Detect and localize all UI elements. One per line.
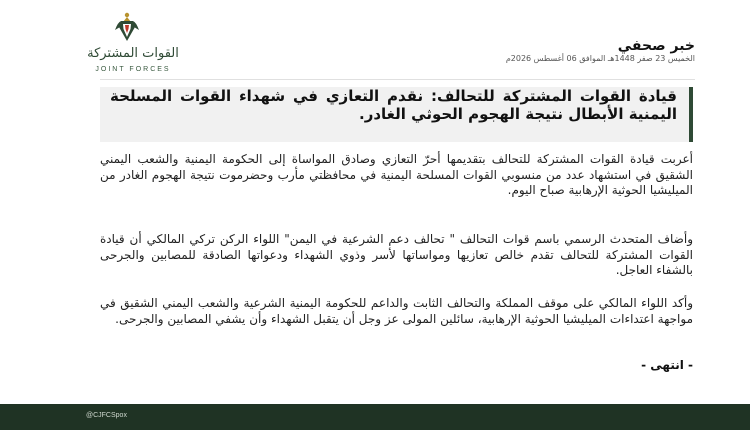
end-marker: - انتهى - xyxy=(641,358,693,372)
paragraph-3: وأكد اللواء المالكي على موقف المملكة والتحالف الثابت والداعم للحكومة اليمنية الشرعية والشعب اليمني الشقيق في مواجهة اعتداءات الميليشيا الحوثية الإرهابية، سائلين المولى عز وجل أن يتقبل الشهداء وأن يشفي المصابين والجرحى. xyxy=(100,296,693,326)
brand-name-english: JOINT FORCES xyxy=(95,66,171,73)
press-release-label: خبر صحفي xyxy=(617,38,695,54)
article-body xyxy=(100,152,693,372)
joint-forces-emblem-icon xyxy=(112,10,142,44)
joint-forces-logo xyxy=(58,10,208,80)
dateline: الخميس 23 صفر 1448هـ الموافق 06 أغسطس 2026م xyxy=(505,54,695,63)
footer-bar xyxy=(0,404,750,430)
headline: قيادة القوات المشتركة للتحالف: نقدم التعازي في شهداء القوات المسلحة اليمنية الأبطال نتيجة الهجوم الحوثي الغادر. xyxy=(110,87,677,123)
header-divider xyxy=(100,79,695,80)
brand-name-arabic: القوات المشتركة xyxy=(87,46,179,61)
social-handle: @CJFCSpox xyxy=(86,412,127,419)
paragraph-2: وأضاف المتحدث الرسمي باسم قوات التحالف " تحالف دعم الشرعية في اليمن" اللواء الركن تركي المالكي أن قيادة القوات المشتركة للتحالف تقدم خالص تعازيها ومواساتها لأسر وذوي الشهداء ودعواتها الصادقة للمصابين والجرحى بالشفاء العاجل. xyxy=(100,232,693,278)
headline-box xyxy=(100,87,693,142)
paragraph-1: أعربت قيادة القوات المشتركة للتحالف بتقديمها أحرّ التعازي وصادق المواساة إلى الحكومة اليمنية والشعب اليمني الشقيق في استشهاد عدد من منسوبي القوات المسلحة اليمنية في محافظتي مأرب وحضرموت نتيجة الهجوم الغادر من الميليشيا الحوثية الإرهابية صباح اليوم. xyxy=(100,152,693,198)
